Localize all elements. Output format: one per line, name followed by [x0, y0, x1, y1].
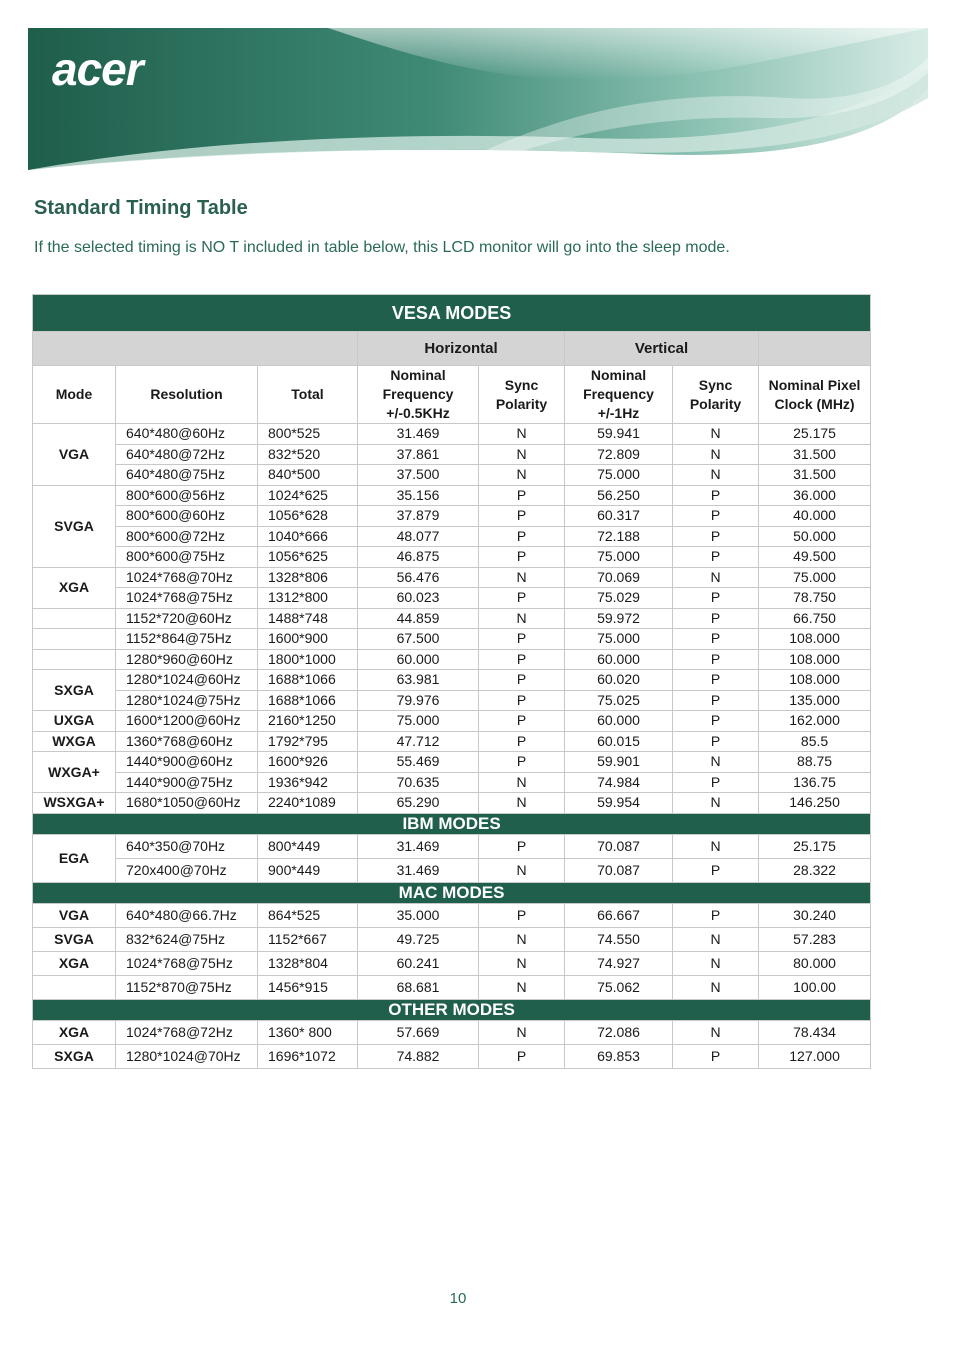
mode-cell: WXGA+: [33, 752, 116, 793]
pixel-clock-cell: 78.750: [759, 588, 871, 609]
column-header-h-frequency: Nominal Frequency +/-0.5KHz: [358, 366, 479, 424]
v-frequency-cell: 72.086: [565, 1020, 673, 1044]
total-cell: 1056*625: [258, 547, 358, 568]
total-cell: 1600*900: [258, 629, 358, 650]
h-sync-cell: P: [479, 629, 565, 650]
h-frequency-cell: 68.681: [358, 975, 479, 999]
v-sync-cell: P: [673, 772, 759, 793]
pixel-clock-cell: 50.000: [759, 526, 871, 547]
mode-cell: XGA: [33, 1020, 116, 1044]
resolution-cell: 1680*1050@60Hz: [116, 793, 258, 814]
acer-logo: acer: [52, 43, 143, 95]
column-header-mode: Mode: [33, 366, 116, 424]
total-cell: 1488*748: [258, 608, 358, 629]
section-row: [33, 882, 871, 903]
pixel-clock-cell: 146.250: [759, 793, 871, 814]
v-frequency-cell: 60.000: [565, 711, 673, 732]
h-frequency-cell: 65.290: [358, 793, 479, 814]
resolution-cell: 1152*864@75Hz: [116, 629, 258, 650]
table-row: [33, 752, 871, 773]
v-frequency-cell: 75.029: [565, 588, 673, 609]
pixel-clock-cell: 135.000: [759, 690, 871, 711]
h-sync-cell: P: [479, 485, 565, 506]
v-sync-cell: P: [673, 858, 759, 882]
h-frequency-cell: 48.077: [358, 526, 479, 547]
resolution-cell: 1440*900@75Hz: [116, 772, 258, 793]
pixel-clock-cell: 40.000: [759, 506, 871, 527]
v-sync-cell: N: [673, 951, 759, 975]
v-frequency-cell: 74.984: [565, 772, 673, 793]
resolution-cell: 640*480@72Hz: [116, 444, 258, 465]
table-row: [33, 975, 871, 999]
pixel-clock-cell: 30.240: [759, 903, 871, 927]
h-sync-cell: P: [479, 834, 565, 858]
h-frequency-cell: 63.981: [358, 670, 479, 691]
section-row: [33, 813, 871, 834]
mode-cell: SXGA: [33, 1044, 116, 1068]
v-sync-cell: P: [673, 690, 759, 711]
h-sync-cell: P: [479, 711, 565, 732]
h-frequency-cell: 60.000: [358, 649, 479, 670]
table-row: [33, 858, 871, 882]
mode-cell: [33, 649, 116, 670]
v-frequency-cell: 75.000: [565, 465, 673, 486]
v-sync-cell: N: [673, 1020, 759, 1044]
h-frequency-cell: 44.859: [358, 608, 479, 629]
resolution-cell: 640*350@70Hz: [116, 834, 258, 858]
pixel-clock-cell: 25.175: [759, 424, 871, 445]
pixel-clock-cell: 162.000: [759, 711, 871, 732]
pixel-clock-cell: 49.500: [759, 547, 871, 568]
total-cell: 840*500: [258, 465, 358, 486]
h-sync-cell: N: [479, 793, 565, 814]
total-cell: 1360* 800: [258, 1020, 358, 1044]
h-sync-cell: P: [479, 903, 565, 927]
v-sync-cell: N: [673, 444, 759, 465]
total-cell: 900*449: [258, 858, 358, 882]
total-cell: 1328*806: [258, 567, 358, 588]
h-frequency-cell: 79.976: [358, 690, 479, 711]
v-sync-cell: N: [673, 424, 759, 445]
resolution-cell: 1360*768@60Hz: [116, 731, 258, 752]
v-frequency-cell: 74.550: [565, 927, 673, 951]
total-cell: 1152*667: [258, 927, 358, 951]
mode-cell: SVGA: [33, 485, 116, 567]
h-frequency-cell: 31.469: [358, 834, 479, 858]
header-banner: [28, 28, 928, 170]
v-sync-cell: P: [673, 547, 759, 568]
timing-table-body: [33, 295, 871, 1069]
pixel-clock-cell: 108.000: [759, 670, 871, 691]
v-frequency-cell: 69.853: [565, 1044, 673, 1068]
h-sync-cell: P: [479, 670, 565, 691]
table-row: [33, 772, 871, 793]
total-cell: 2160*1250: [258, 711, 358, 732]
total-cell: 1024*625: [258, 485, 358, 506]
v-sync-cell: P: [673, 731, 759, 752]
h-sync-cell: N: [479, 567, 565, 588]
v-sync-cell: P: [673, 903, 759, 927]
mode-cell: [33, 975, 116, 999]
h-frequency-cell: 67.500: [358, 629, 479, 650]
column-header-v-frequency: Nominal Frequency +/-1Hz: [565, 366, 673, 424]
v-sync-cell: P: [673, 485, 759, 506]
mode-cell: UXGA: [33, 711, 116, 732]
mode-cell: XGA: [33, 567, 116, 608]
v-sync-cell: N: [673, 834, 759, 858]
total-cell: 1056*628: [258, 506, 358, 527]
table-row: [33, 793, 871, 814]
banner-graphic: [28, 28, 928, 170]
total-cell: 832*520: [258, 444, 358, 465]
v-frequency-cell: 72.188: [565, 526, 673, 547]
v-sync-cell: P: [673, 670, 759, 691]
pixel-clock-cell: 31.500: [759, 444, 871, 465]
pixel-clock-cell: 80.000: [759, 951, 871, 975]
total-cell: 1328*804: [258, 951, 358, 975]
mode-cell: VGA: [33, 903, 116, 927]
resolution-cell: 1440*900@60Hz: [116, 752, 258, 773]
v-sync-cell: P: [673, 1044, 759, 1068]
v-sync-cell: P: [673, 711, 759, 732]
mode-cell: WSXGA+: [33, 793, 116, 814]
total-cell: 1792*795: [258, 731, 358, 752]
v-frequency-cell: 56.250: [565, 485, 673, 506]
v-frequency-cell: 70.069: [565, 567, 673, 588]
v-sync-cell: N: [673, 752, 759, 773]
total-cell: 1600*926: [258, 752, 358, 773]
table-row: [33, 927, 871, 951]
pixel-clock-cell: 136.75: [759, 772, 871, 793]
mode-cell: SVGA: [33, 927, 116, 951]
resolution-cell: 800*600@60Hz: [116, 506, 258, 527]
v-frequency-cell: 59.972: [565, 608, 673, 629]
total-cell: 1688*1066: [258, 670, 358, 691]
h-sync-cell: N: [479, 951, 565, 975]
h-sync-cell: N: [479, 424, 565, 445]
header-blank: [33, 332, 358, 366]
v-frequency-cell: 60.000: [565, 649, 673, 670]
section-row: [33, 999, 871, 1020]
total-cell: 800*525: [258, 424, 358, 445]
total-cell: 1312*800: [258, 588, 358, 609]
table-row: [33, 485, 871, 506]
total-cell: 1040*666: [258, 526, 358, 547]
resolution-cell: 640*480@75Hz: [116, 465, 258, 486]
section-title-mac: MAC MODES: [33, 882, 871, 903]
v-frequency-cell: 60.317: [565, 506, 673, 527]
table-row: [33, 547, 871, 568]
h-sync-cell: N: [479, 858, 565, 882]
h-frequency-cell: 46.875: [358, 547, 479, 568]
v-sync-cell: N: [673, 927, 759, 951]
h-sync-cell: P: [479, 526, 565, 547]
v-sync-cell: N: [673, 465, 759, 486]
table-row: [33, 690, 871, 711]
h-sync-cell: N: [479, 975, 565, 999]
page-title: Standard Timing Table: [34, 197, 248, 219]
mode-cell: [33, 608, 116, 629]
h-frequency-cell: 31.469: [358, 424, 479, 445]
v-frequency-cell: 75.062: [565, 975, 673, 999]
pixel-clock-cell: 25.175: [759, 834, 871, 858]
v-frequency-cell: 59.901: [565, 752, 673, 773]
total-cell: 864*525: [258, 903, 358, 927]
total-cell: 1688*1066: [258, 690, 358, 711]
h-frequency-cell: 55.469: [358, 752, 479, 773]
resolution-cell: 832*624@75Hz: [116, 927, 258, 951]
column-header-h-sync: Sync Polarity: [479, 366, 565, 424]
timing-table: [32, 294, 871, 1069]
section-title-ibm: IBM MODES: [33, 813, 871, 834]
resolution-cell: 1152*870@75Hz: [116, 975, 258, 999]
h-sync-cell: N: [479, 608, 565, 629]
resolution-cell: 800*600@75Hz: [116, 547, 258, 568]
table-row: [33, 465, 871, 486]
table-row: [33, 649, 871, 670]
h-frequency-cell: 56.476: [358, 567, 479, 588]
pixel-clock-cell: 100.00: [759, 975, 871, 999]
resolution-cell: 1280*1024@60Hz: [116, 670, 258, 691]
h-frequency-cell: 37.879: [358, 506, 479, 527]
resolution-cell: 640*480@66.7Hz: [116, 903, 258, 927]
mode-cell: XGA: [33, 951, 116, 975]
pixel-clock-cell: 88.75: [759, 752, 871, 773]
v-sync-cell: N: [673, 975, 759, 999]
table-row: [33, 424, 871, 445]
v-frequency-cell: 75.025: [565, 690, 673, 711]
resolution-cell: 1280*960@60Hz: [116, 649, 258, 670]
table-row: [33, 629, 871, 650]
column-header-resolution: Resolution: [116, 366, 258, 424]
header-blank: [759, 332, 871, 366]
table-row: [33, 588, 871, 609]
h-frequency-cell: 57.669: [358, 1020, 479, 1044]
pixel-clock-cell: 85.5: [759, 731, 871, 752]
total-cell: 800*449: [258, 834, 358, 858]
h-sync-cell: N: [479, 1020, 565, 1044]
v-frequency-cell: 75.000: [565, 547, 673, 568]
section-title-other: OTHER MODES: [33, 999, 871, 1020]
resolution-cell: 1280*1024@70Hz: [116, 1044, 258, 1068]
mode-cell: [33, 629, 116, 650]
table-row: [33, 670, 871, 691]
table-row: [33, 731, 871, 752]
section-title-vesa: VESA MODES: [33, 295, 871, 332]
h-sync-cell: N: [479, 465, 565, 486]
table-row: [33, 1044, 871, 1068]
resolution-cell: 1152*720@60Hz: [116, 608, 258, 629]
h-sync-cell: P: [479, 506, 565, 527]
h-sync-cell: N: [479, 444, 565, 465]
column-header-v-sync: Sync Polarity: [673, 366, 759, 424]
page-number: 10: [449, 1290, 467, 1307]
total-cell: 1936*942: [258, 772, 358, 793]
total-cell: 1696*1072: [258, 1044, 358, 1068]
pixel-clock-cell: 57.283: [759, 927, 871, 951]
table-row: [33, 444, 871, 465]
v-frequency-cell: 59.954: [565, 793, 673, 814]
pixel-clock-cell: 78.434: [759, 1020, 871, 1044]
resolution-cell: 1280*1024@75Hz: [116, 690, 258, 711]
table-row: [33, 608, 871, 629]
resolution-cell: 800*600@56Hz: [116, 485, 258, 506]
resolution-cell: 1024*768@72Hz: [116, 1020, 258, 1044]
h-sync-cell: P: [479, 649, 565, 670]
mode-cell: WXGA: [33, 731, 116, 752]
resolution-cell: 800*600@72Hz: [116, 526, 258, 547]
table-row: [33, 1020, 871, 1044]
table-row: [33, 903, 871, 927]
column-header-pixel-clock: Nominal Pixel Clock (MHz): [759, 366, 871, 424]
resolution-cell: 1600*1200@60Hz: [116, 711, 258, 732]
h-sync-cell: P: [479, 752, 565, 773]
h-sync-cell: P: [479, 1044, 565, 1068]
table-row: [33, 711, 871, 732]
total-cell: 2240*1089: [258, 793, 358, 814]
h-frequency-cell: 75.000: [358, 711, 479, 732]
v-sync-cell: P: [673, 588, 759, 609]
column-header-total: Total: [258, 366, 358, 424]
total-cell: 1800*1000: [258, 649, 358, 670]
v-sync-cell: P: [673, 629, 759, 650]
table-row: [33, 951, 871, 975]
v-sync-cell: P: [673, 526, 759, 547]
pixel-clock-cell: 127.000: [759, 1044, 871, 1068]
pixel-clock-cell: 28.322: [759, 858, 871, 882]
h-frequency-cell: 60.241: [358, 951, 479, 975]
resolution-cell: 1024*768@75Hz: [116, 951, 258, 975]
v-sync-cell: P: [673, 649, 759, 670]
table-row: [33, 526, 871, 547]
v-sync-cell: N: [673, 793, 759, 814]
total-cell: 1456*915: [258, 975, 358, 999]
h-frequency-cell: 37.500: [358, 465, 479, 486]
v-sync-cell: N: [673, 567, 759, 588]
resolution-cell: 1024*768@75Hz: [116, 588, 258, 609]
h-frequency-cell: 60.023: [358, 588, 479, 609]
v-frequency-cell: 75.000: [565, 629, 673, 650]
resolution-cell: 720x400@70Hz: [116, 858, 258, 882]
table-row: [33, 506, 871, 527]
h-sync-cell: N: [479, 927, 565, 951]
resolution-cell: 640*480@60Hz: [116, 424, 258, 445]
v-frequency-cell: 66.667: [565, 903, 673, 927]
v-frequency-cell: 59.941: [565, 424, 673, 445]
mode-cell: VGA: [33, 424, 116, 486]
h-sync-cell: P: [479, 588, 565, 609]
group-header-vertical: Vertical: [565, 332, 759, 366]
v-frequency-cell: 72.809: [565, 444, 673, 465]
h-frequency-cell: 74.882: [358, 1044, 479, 1068]
v-sync-cell: P: [673, 506, 759, 527]
h-sync-cell: P: [479, 690, 565, 711]
pixel-clock-cell: 108.000: [759, 649, 871, 670]
pixel-clock-cell: 66.750: [759, 608, 871, 629]
pixel-clock-cell: 75.000: [759, 567, 871, 588]
h-sync-cell: P: [479, 731, 565, 752]
h-frequency-cell: 35.000: [358, 903, 479, 927]
h-sync-cell: P: [479, 547, 565, 568]
intro-text: If the selected timing is NO T included in table below, this LCD monitor will go into the sleep mode.: [34, 239, 730, 256]
v-frequency-cell: 70.087: [565, 834, 673, 858]
mode-cell: SXGA: [33, 670, 116, 711]
resolution-cell: 1024*768@70Hz: [116, 567, 258, 588]
h-frequency-cell: 37.861: [358, 444, 479, 465]
group-header-horizontal: Horizontal: [358, 332, 565, 366]
h-frequency-cell: 49.725: [358, 927, 479, 951]
h-sync-cell: N: [479, 772, 565, 793]
pixel-clock-cell: 108.000: [759, 629, 871, 650]
h-frequency-cell: 35.156: [358, 485, 479, 506]
v-frequency-cell: 60.020: [565, 670, 673, 691]
pixel-clock-cell: 36.000: [759, 485, 871, 506]
v-frequency-cell: 74.927: [565, 951, 673, 975]
mode-cell: EGA: [33, 834, 116, 882]
v-sync-cell: P: [673, 608, 759, 629]
h-frequency-cell: 31.469: [358, 858, 479, 882]
v-frequency-cell: 60.015: [565, 731, 673, 752]
h-frequency-cell: 70.635: [358, 772, 479, 793]
h-frequency-cell: 47.712: [358, 731, 479, 752]
v-frequency-cell: 70.087: [565, 858, 673, 882]
pixel-clock-cell: 31.500: [759, 465, 871, 486]
table-row: [33, 834, 871, 858]
table-row: [33, 567, 871, 588]
